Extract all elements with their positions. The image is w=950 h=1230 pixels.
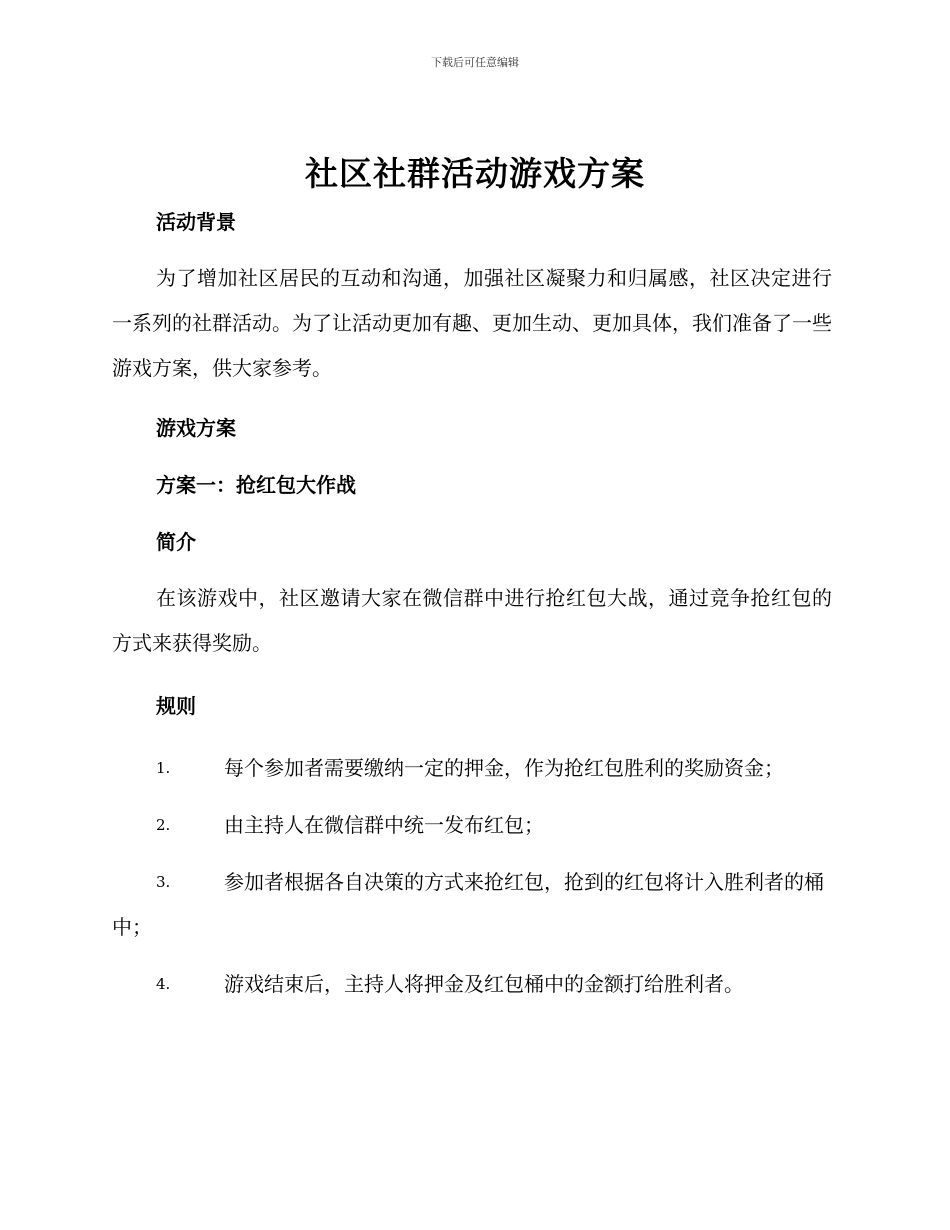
section-heading-introduction: 简介 xyxy=(156,530,196,554)
rule-item xyxy=(112,962,832,1007)
rule-item xyxy=(112,746,832,791)
document-title: 社区社群活动游戏方案 xyxy=(305,154,645,193)
rule-text: 游戏结束后，主持人将押金及红包桶中的金额打给胜利者。 xyxy=(224,972,744,996)
rule-number: 1. xyxy=(156,759,171,777)
background-paragraph: 为了增加社区居民的互动和沟通，加强社区凝聚力和归属感，社区决定进行一系列的社群活动。为了让活动更加有趣、更加生动、更加具体，我们准备了一些游戏方案，供大家参考。 xyxy=(112,266,832,380)
section-heading-game-plan: 游戏方案 xyxy=(156,416,236,440)
header-note: 下载后可任意编辑 xyxy=(431,56,519,69)
rule-item xyxy=(112,803,832,848)
rule-text: 由主持人在微信群中统一发布红包； xyxy=(224,813,544,837)
rule-item xyxy=(112,860,832,950)
introduction-paragraph: 在该游戏中，社区邀请大家在微信群中进行抢红包大战，通过竞争抢红包的方式来获得奖励。 xyxy=(112,586,832,655)
rule-text: 每个参加者需要缴纳一定的押金，作为抢红包胜利的奖励资金； xyxy=(224,756,784,780)
rule-number: 2. xyxy=(156,816,171,834)
rules-list xyxy=(112,746,832,1007)
rule-number: 3. xyxy=(156,873,171,891)
rule-number: 4. xyxy=(156,975,171,993)
section-heading-background: 活动背景 xyxy=(156,210,236,234)
section-heading-rules: 规则 xyxy=(156,694,196,718)
section-heading-plan-one: 方案一：抢红包大作战 xyxy=(156,473,356,497)
document-body xyxy=(112,205,832,1007)
rule-text: 参加者根据各自决策的方式来抢红包，抢到的红包将计入胜利者的桶中； xyxy=(112,870,824,939)
